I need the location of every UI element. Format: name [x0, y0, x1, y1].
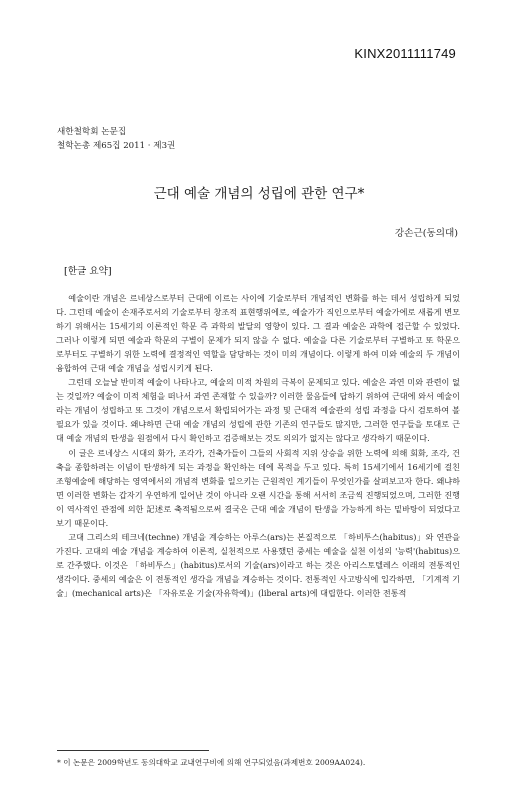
footnote-divider [57, 750, 209, 751]
paragraph: 이 글은 르네상스 시대의 화가, 조각가, 건축가들이 그들의 사회적 지위 상승을 위한 노력에 의해 회화, 조각, 건축을 종합하려는 이념이 탄생하게 되는 과정을 확인하는 데에 목적을 두고 있다. 특히 15세기에서 16세기에 걸친 조형예술에 해당하는 영역에서의 개념적 변화를 일으키는 근원적인 계기들이 무엇인가를 살펴보고자 한다. 왜냐하면 이러한 변화는 갑자기 우연하게 일어난 것이 아니라 오랜 시간을 통해 서서히 조금씩 진행되었으며, 그러한 진행이 역사적인 관점에 의한 記述로 축적됨으로써 결국은 근대 예술 개념이 탄생을 가능하게 하는 밑바탕이 되었다고 보기 때문이다. [56, 447, 460, 528]
author: 강손근(동의대) [394, 228, 458, 239]
paragraph: 예술이란 개념은 르네상스로부터 근대에 이르는 사이에 기술로부터 개념적인 변화를 하는 데서 성립하게 되었다. 그런데 예술이 손재주로서의 기술로부터 창조적 표현행위에로, 예술가가 직인으로부터 예술가에로 새롭게 변모하기 위해서는 15세기의 이론적인 학문 즉 과학의 발달의 영향이 있다. 그 결과 예술은 과학에 접근할 수 있었다. 그러나 이렇게 되면 예술과 학문의 구별이 문제가 되지 않을 수 없다. 예술을 다른 기술로부터 구별하고 또 학문으로부터도 구별하기 위한 노력에 결정적인 역할을 담당하는 것이 미의 개념이다. 이렇게 하여 미와 예술의 두 개념이 융합하여 근대 예술 개념을 성립시키게 된다. [56, 293, 460, 374]
abstract-body [56, 291, 460, 600]
document-id: KINX2011111749 [354, 46, 456, 61]
journal-society: 새한철학회 논문집 [57, 127, 127, 137]
paragraph: 그런데 오늘날 반미적 예술이 나타나고, 예술의 미적 차원의 극복이 문제되고 있다. 예술은 과연 미와 관련이 없는 것일까? 예술이 미적 체험을 떠나서 과연 존재할 수 있을까? 이러한 물음들에 답하기 위하여 근대에 와서 예술이라는 개념이 성립하고 또 그것이 개념으로서 확립되어가는 과정 및 근대적 예술관의 성립 과정을 다시 검토하여 볼 필요가 있을 것이다. 왜냐하면 근대 예술 개념의 성립에 관한 기존의 연구들도 많지만, 그러한 연구들을 토대로 근대 예술 개념의 탄생을 원점에서 다시 확인하고 검증해보는 것도 의의가 없지는 않다고 생각하기 때문이다. [56, 377, 460, 444]
paragraph: 고대 그리스의 테크네(techne) 개념을 계승하는 아루스(ars)는 본질적으로 「하비투스(habitus)」와 연관을 가진다. 고대의 예술 개념을 계승하여 이론적, 실천적으로 사용했던 중세는 예술을 실천 이성의 '능력'(habitus)으로 간주했다. 이것은 「하비투스」(habitus)로서의 기술(ars)이라고 하는 것은 아리스토텔레스 이래의 전통적인 생각이다. 중세의 예술은 이 전통적인 생각을 개념을 계승하는 것이다. 전통적인 사고방식에 입각하면, 「기계적 기술」(mechanical arts)은 「자유로운 기술(자유학예)」(liberal arts)에 대립한다. 이러한 전통적 [56, 531, 460, 598]
paper-title: 근대 예술 개념의 성립에 관한 연구* [153, 186, 365, 202]
abstract-heading: [한글 요약] [64, 266, 112, 277]
journal-issue: 철학논총 제65집 2011 · 제3권 [57, 141, 176, 151]
journal-info [57, 125, 175, 153]
footnote: * 이 논문은 2009학년도 동의대학교 교내연구비에 의해 연구되었음(과제번호 2009AA024). [57, 758, 366, 767]
